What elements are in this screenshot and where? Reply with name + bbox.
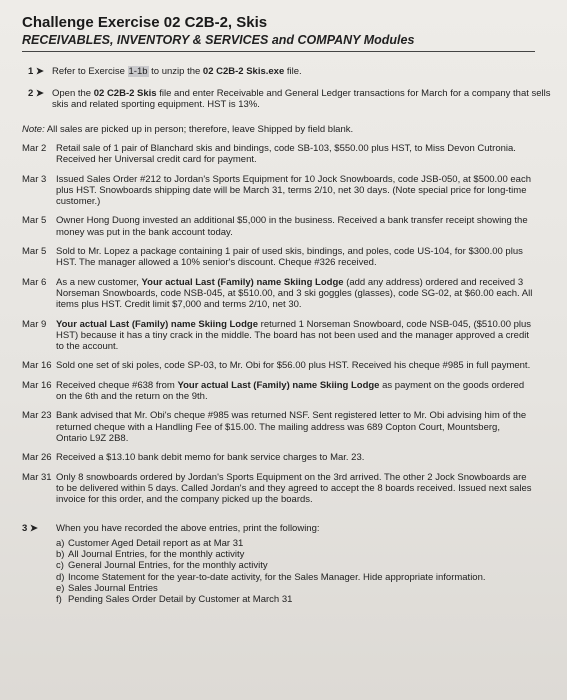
- list-text: General Journal Entries, for the monthly activity: [68, 560, 268, 572]
- step-2-pre: Open the: [52, 87, 94, 99]
- entry-row: [22, 246, 553, 269]
- entry-text: Bank advised that Mr. Obi's cheque #985 was returned NSF. Sent registered letter to Mr. Obi advising him of the returned cheque with a Handling Fee of $15.00. The mailing address was 689 Copton Court, Mountsberg, Ontario L9Z 2B8.: [56, 410, 527, 444]
- entry-date: Mar 16: [22, 379, 52, 391]
- list-item: [56, 572, 553, 583]
- entry-date: Mar 3: [22, 173, 47, 185]
- step-2-post: file and enter Receivable and General Ledger transactions for March for a company that sells skis and related sporting equipment. HST is 13%.: [52, 87, 551, 110]
- step-1-mid: to unzip the: [148, 66, 203, 77]
- list-text: Income Statement for the year-to-date activity, for the Sales Manager. Hide appropriate information.: [68, 571, 486, 583]
- list-text: Pending Sales Order Detail by Customer at March 31: [68, 593, 293, 605]
- list-letter: a): [56, 537, 65, 549]
- customer-name: Your actual Last (Family) name Skiing Lodge: [141, 276, 344, 288]
- step-3: [22, 523, 553, 535]
- entry-post: as payment on the goods ordered on the 6th and the return on the 9th.: [56, 379, 525, 403]
- entry-post: returned 1 Norseman Snowboard, code NSB-045, ($510.00 plus HST) because it has a tiny crack in the middle. The board has not been used and the manager approved a credit to the account.: [56, 318, 532, 353]
- entry-text: Retail sale of 1 pair of Blanchard skis and bindings, code SB-103, $550.00 plus HST, to Miss Devon Cutronia. Received her Universal credit card for payment.: [56, 143, 516, 166]
- entry-text: Issued Sales Order #212 to Jordan's Sports Equipment for 10 Jock Snowboards, code JSB-050, at $500.00 each plus HST. Snowboards shipping date will be March 31, terms 2/10, net 30 days. (Note special price for long-time customer.): [56, 173, 531, 208]
- list-letter: c): [56, 560, 64, 572]
- entry-date: Mar 23: [22, 410, 52, 422]
- exe-filename: 02 C2B-2 Skis.exe: [202, 66, 285, 77]
- entry-row: [22, 380, 553, 403]
- entry-row: [22, 277, 553, 311]
- step-1: [22, 66, 553, 78]
- entry-date: Mar 5: [22, 246, 47, 258]
- list-letter: b): [56, 549, 65, 561]
- entry-row: [22, 360, 553, 371]
- entry-date: Mar 9: [22, 318, 47, 330]
- list-item: [56, 549, 553, 560]
- entry-text: Received a $13.10 bank debit memo for bank service charges to Mar. 23.: [56, 452, 365, 464]
- list-text: Sales Journal Entries: [68, 582, 158, 594]
- entry-row: [22, 174, 553, 208]
- entry-date: Mar 5: [22, 215, 47, 227]
- entry-date: Mar 26: [22, 452, 52, 464]
- list-item: [56, 594, 553, 605]
- entry-date: Mar 31: [22, 471, 52, 483]
- title-divider: [22, 51, 535, 52]
- entry-row: [22, 472, 553, 506]
- entry-date: Mar 6: [22, 276, 47, 288]
- entry-text: Sold to Mr. Lopez a package containing 1 pair of used skis, bindings, and poles, code US-104, for $300.00 plus HST. The manager allowed a 10% senior's discount. Cheque #326 received.: [56, 246, 523, 269]
- entry-row: [22, 410, 553, 444]
- entry-text: Only 8 snowboards ordered by Jordan's Sports Equipment on the 3rd arrived. The other 2 Jock Snowboards are to be delivered within 5 days. Called Jordan's and they agreed to accept the 8 boards received. Issued next sales invoice for this order, and the company picked up the boards.: [56, 471, 532, 506]
- entry-text: Sold one set of ski poles, code SP-03, to Mr. Obi for $56.00 plus HST. Received his cheque #985 in full payment.: [56, 360, 531, 372]
- entry-text: Owner Hong Duong invested an additional $5,000 in the business. Received a bank transfer receipt showing the money was put in the bank account today.: [56, 215, 528, 238]
- list-letter: e): [56, 582, 65, 594]
- customer-name: Your actual Last (Family) name Skiing Lodge: [56, 318, 259, 330]
- company-filename: 02 C2B-2 Skis: [93, 87, 157, 99]
- note: [22, 124, 553, 136]
- list-text: Customer Aged Detail report as at Mar 31: [68, 537, 244, 549]
- exercise-ref: 1-1b: [128, 66, 148, 77]
- step-2-text: [52, 88, 553, 111]
- list-letter: f): [56, 593, 62, 605]
- entry-row: [22, 319, 553, 353]
- entry-row: [22, 452, 553, 463]
- step-1-post: file.: [284, 66, 302, 77]
- report-list: [56, 538, 553, 605]
- entry-date: Mar 2: [22, 143, 47, 154]
- list-letter: d): [56, 571, 65, 583]
- note-text: All sales are picked up in person; therefore, leave Shipped by field blank.: [44, 123, 354, 135]
- list-item: [56, 583, 553, 594]
- entry-row: [22, 215, 553, 238]
- step-1-number: 1 ➤: [28, 66, 44, 77]
- list-text: All Journal Entries, for the monthly activity: [68, 549, 245, 561]
- step-2-number: 2 ➤: [28, 87, 44, 99]
- entry-pre: Received cheque #638 from: [56, 379, 178, 391]
- step-1-text: [52, 66, 553, 78]
- step-1-pre: Refer to Exercise: [52, 66, 128, 77]
- entry-text: [56, 277, 533, 311]
- step-2: [22, 88, 553, 111]
- entry-row: [22, 143, 553, 166]
- note-label: Note:: [22, 123, 45, 135]
- list-item: [56, 560, 553, 571]
- exercise-title: Challenge Exercise 02 C2B-2, Skis: [22, 14, 268, 31]
- entry-text: [56, 380, 533, 403]
- entry-text: [56, 319, 533, 353]
- step-3-number: 3 ➤: [22, 523, 38, 535]
- module-subtitle: RECEIVABLES, INVENTORY & SERVICES and COMPANY Modules: [22, 33, 415, 47]
- entry-post: (add any address) ordered and received 3 Norseman Snowboards, code NSB-045, at $510.00, and 3 ski goggles (glasses), code SG-02, at $60.00 each. All items plus HST. Credit limit $7,000 and terms 2/10, net 30.: [56, 276, 533, 311]
- list-item: [56, 538, 553, 549]
- entry-date: Mar 16: [22, 360, 52, 372]
- step-3-text: When you have recorded the above entries, print the following:: [56, 523, 320, 535]
- customer-name: Your actual Last (Family) name Skiing Lodge: [177, 379, 380, 391]
- entry-pre: As a new customer,: [56, 276, 142, 288]
